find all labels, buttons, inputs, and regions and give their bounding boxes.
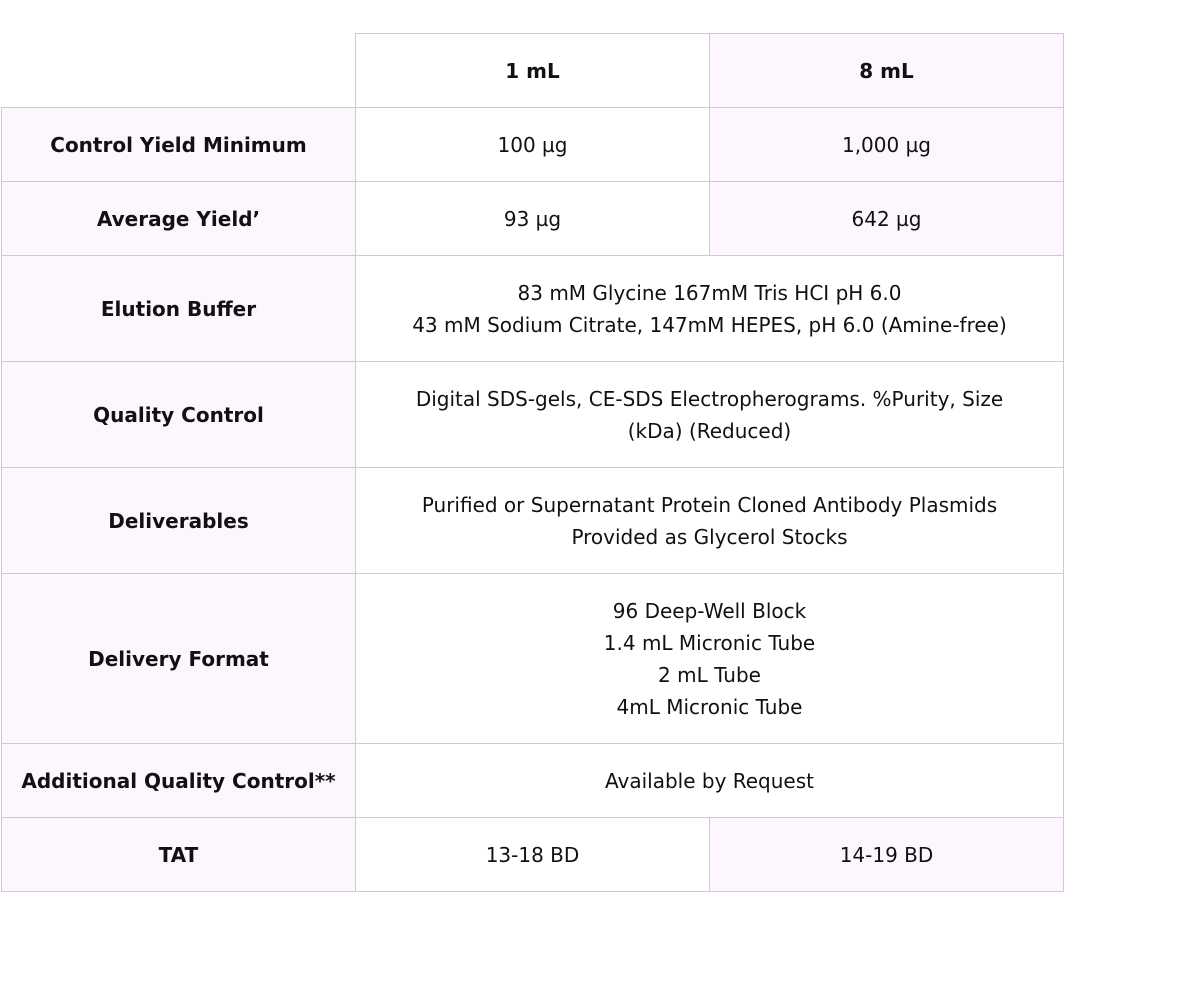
empty-corner-cell [2, 34, 356, 108]
deliverables-value: Purified or Supernatant Protein Cloned Antibody Plasmids Provided as Glycerol Stocks [356, 468, 1064, 574]
label-quality-control: Quality Control [2, 362, 356, 468]
control-yield-8ml: 1,000 µg [710, 108, 1064, 182]
quality-control-value: Digital SDS-gels, CE-SDS Electropherograms. %Purity, Size (kDa) (Reduced) [356, 362, 1064, 468]
row-tat [2, 818, 1064, 892]
delivery-format-line: 96 Deep-Well Block [612, 598, 807, 623]
row-average-yield [2, 182, 1064, 256]
label-deliverables: Deliverables [2, 468, 356, 574]
row-control-yield [2, 108, 1064, 182]
label-additional-qc: Additional Quality Control** [2, 744, 356, 818]
delivery-format-value [356, 574, 1064, 744]
label-delivery-format: Delivery Format [2, 574, 356, 744]
tat-1ml: 13-18 BD [356, 818, 710, 892]
row-deliverables [2, 468, 1064, 574]
additional-qc-value: Available by Request [356, 744, 1064, 818]
label-average-yield: Average Yield’ [2, 182, 356, 256]
header-1ml: 1 mL [356, 34, 710, 108]
label-tat: TAT [2, 818, 356, 892]
average-yield-1ml: 93 µg [356, 182, 710, 256]
label-elution-buffer: Elution Buffer [2, 256, 356, 362]
elution-buffer-value [356, 256, 1064, 362]
delivery-format-line: 4mL Micronic Tube [616, 694, 803, 719]
row-delivery-format [2, 574, 1064, 744]
delivery-format-line: 1.4 mL Micronic Tube [603, 630, 816, 655]
label-control-yield: Control Yield Minimum [2, 108, 356, 182]
tat-8ml: 14-19 BD [710, 818, 1064, 892]
average-yield-8ml: 642 µg [710, 182, 1064, 256]
elution-buffer-line: 43 mM Sodium Citrate, 147mM HEPES, pH 6.0 (Amine-free) [412, 312, 1007, 337]
delivery-format-line: 2 mL Tube [658, 662, 761, 687]
row-additional-qc [2, 744, 1064, 818]
elution-buffer-line: 83 mM Glycine 167mM Tris HCI pH 6.0 [517, 280, 902, 305]
spec-table [1, 33, 1064, 892]
row-elution-buffer [2, 256, 1064, 362]
header-row [2, 34, 1064, 108]
header-8ml: 8 mL [710, 34, 1064, 108]
control-yield-1ml: 100 µg [356, 108, 710, 182]
row-quality-control [2, 362, 1064, 468]
